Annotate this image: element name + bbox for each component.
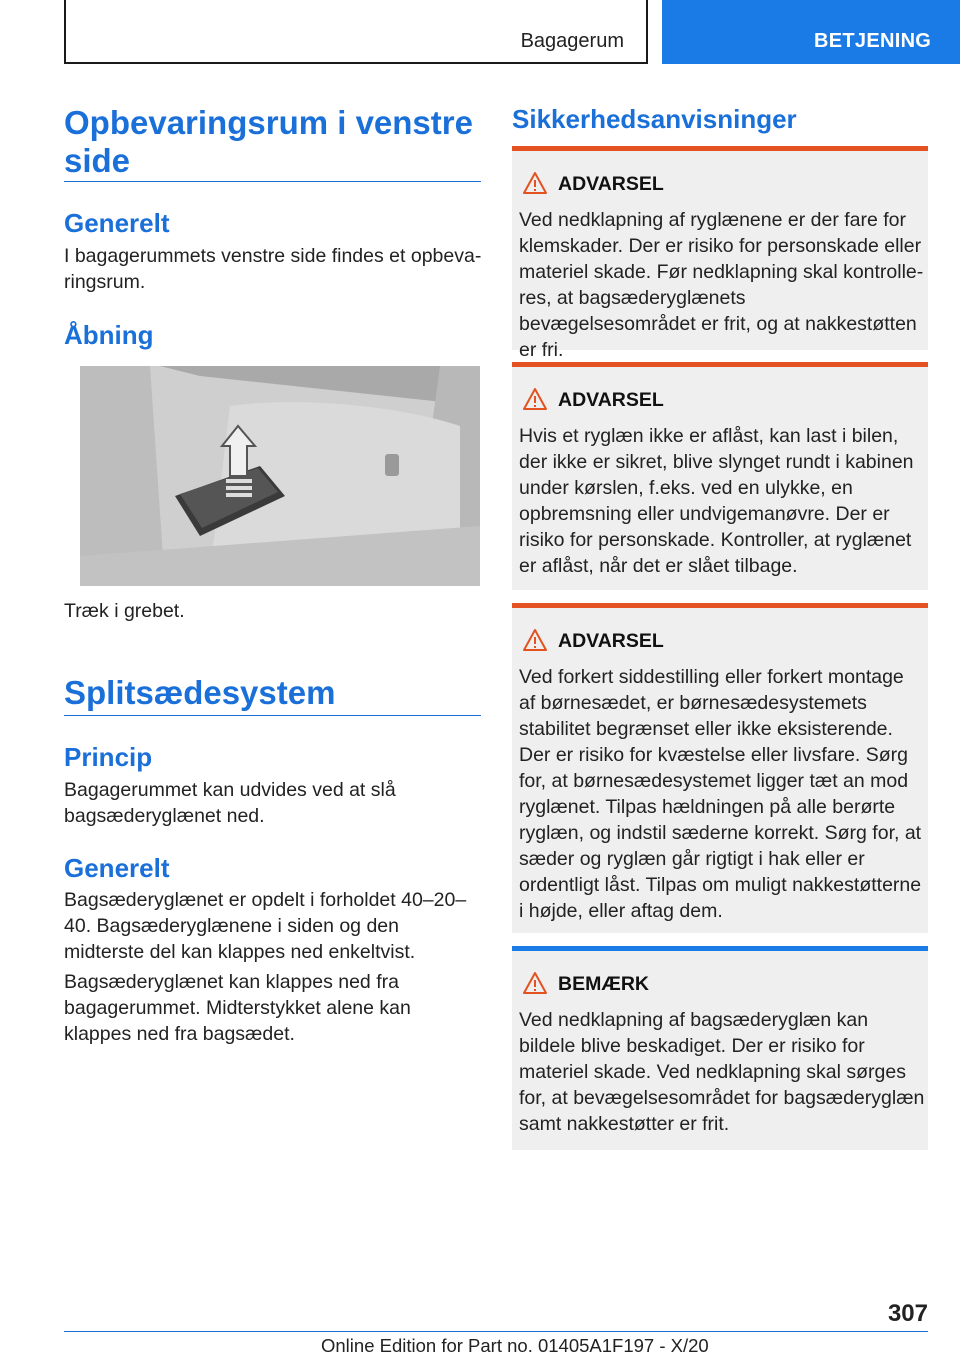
section-title-storage: Opbevaringsrum i venstre side	[64, 104, 473, 179]
notice-triangle-icon	[522, 971, 548, 995]
heading-abning: Åbning	[64, 320, 154, 350]
section-title-split-seat: Splitsædesystem	[64, 674, 336, 711]
title-rule	[64, 181, 481, 182]
paragraph-generelt-2b: Bagsæderyglænet kan klappes ned fra bagagerummet. Midterstykket alene kan klappes ned fra bagsædet.	[64, 971, 411, 1045]
notice-box	[512, 946, 928, 1150]
notice-text: Ved nedklapning af bagsæderyglæn kan bildele blive beskadiget. Der er risiko for materiel skade. Ved nedklapning skal sørges for, at bevægelsesområdet for bagsæderyglæn samt nakkestøtter er frit.	[519, 1009, 925, 1135]
paragraph-princip: Bagagerummet kan udvides ved at slå bagsæderyglænet ned.	[64, 779, 396, 827]
notice-title: BEMÆRK	[558, 973, 649, 995]
heading-generelt-1: Generelt	[64, 208, 170, 238]
warning-triangle-icon	[522, 171, 548, 195]
warning-box-1	[512, 146, 928, 361]
header-section-box	[64, 0, 648, 64]
header-section-title: Bagagerum	[520, 30, 624, 52]
storage-compartment-photo	[80, 366, 480, 586]
paragraph-generelt-2a: Bagsæderyglænet er opdelt i forholdet 40–20–40. Bagsæderyglænene i siden og den midterste del kan klappes ned enkeltvist.	[64, 889, 467, 963]
warning-title: ADVARSEL	[558, 173, 664, 195]
warning-triangle-icon	[522, 628, 548, 652]
warning-box-2	[512, 362, 928, 590]
footer-rule	[64, 1331, 928, 1332]
page-number: 307	[887, 1300, 928, 1327]
heading-generelt-2: Generelt	[64, 853, 170, 883]
warning-text: Ved forkert siddestilling eller forkert montage af børnesædet, er børnesædesystemets stabilitet begrænset eller ikke eksisterende. Der er risiko for kvæstelse eller livsfare. Sørg for, at børnesædesystemet ligger tæt an mod ryglænet. Tilpas hældningen på alle berørte ryglæn, og indstil sæderne korrekt. Sørg for, at sæder og ryglæn går rigtigt i hak eller er ordentligt låst. Tilpas om muligt nakkestøtterne i højde, eller aftag dem.	[519, 666, 922, 922]
warning-box-3	[512, 603, 928, 933]
warning-title: ADVARSEL	[558, 630, 664, 652]
footer-edition-link[interactable]: Online Edition for Part no. 01405A1F197 - X/20	[321, 1335, 709, 1356]
header-chapter-title: BETJENING	[814, 30, 932, 52]
storage-photo-illustration	[80, 366, 480, 586]
header-chapter-tab	[662, 0, 960, 64]
title-rule	[64, 715, 481, 716]
heading-safety: Sikkerhedsanvisninger	[512, 104, 797, 134]
heading-princip: Princip	[64, 742, 153, 772]
warning-title: ADVARSEL	[558, 389, 664, 411]
warning-text: Hvis et ryglæn ikke er aflåst, kan last i bilen, der ikke er sikret, blive slynget rundt i kabinen under kørslen, f.eks. ved en ulykke, en opbremsning eller undvigemanøvre. Der er risiko for personskade. Kontroller, at ryglænet er aflåst, når det er slået tilbage.	[519, 425, 914, 577]
warning-triangle-icon	[522, 387, 548, 411]
paragraph-generelt-1: I bagagerummets venstre side findes et opbevaringsrum.	[64, 245, 482, 293]
warning-text: Ved nedklapning af ryglænene er der fare for klemskader. Der er risiko for personskade eller materiel skade. Før nedklapning skal kontrolleres, at bagsæderyglænets bevægelsesområdet er frit, og at nakkestøtten er fri.	[519, 209, 924, 361]
photo-caption: Træk i grebet.	[64, 600, 185, 622]
